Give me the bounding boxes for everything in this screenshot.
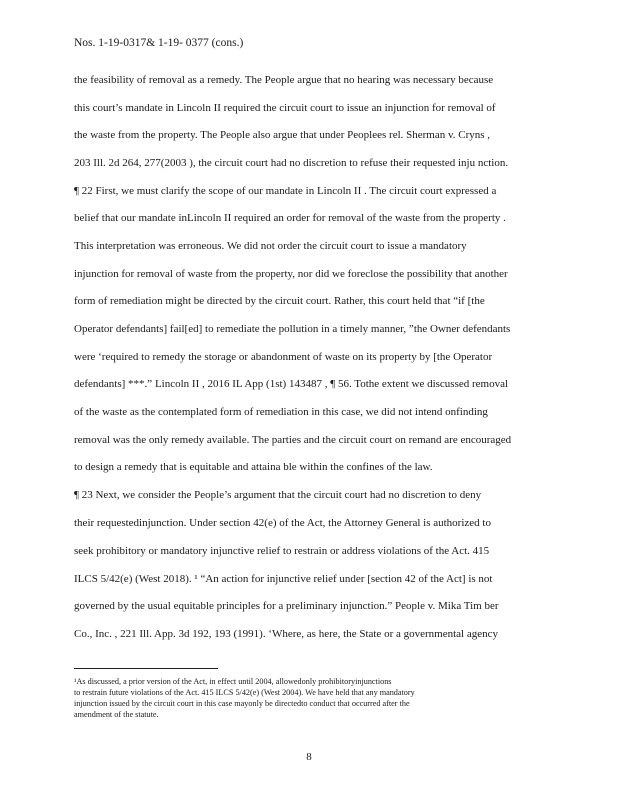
- body-line: were ‘required to remedy the storage or abandonment of waste on its property by [the Operator: [74, 351, 493, 363]
- footnote-line: amendment of the statute.: [74, 710, 159, 719]
- body-line: removal was the only remedy available. The parties and the circuit court on remand are encouraged: [74, 434, 512, 446]
- body-line: form of remediation might be directed by the circuit court. Rather, this court held that “if [the: [74, 295, 485, 307]
- body-line: to design a remedy that is equitable and attaina ble within the confines of the law.: [74, 461, 433, 473]
- case-number-header: Nos. 1-19-0317& 1-19- 0377 (cons.): [74, 37, 244, 49]
- body-line: ¶ 22 First, we must clarify the scope of our mandate in Lincoln II . The circuit court expressed a: [74, 185, 497, 197]
- body-line: the waste from the property. The People also argue that under Peoplees rel. Sherman v. Cryns ,: [74, 129, 491, 141]
- body-line: governed by the usual equitable principles for a preliminary injunction.” People v. Mika Tim ber: [74, 600, 499, 612]
- body-line: their requestedinjunction. Under section 42(e) of the Act, the Attorney General is authorized to: [74, 517, 491, 529]
- body-line: Co., Inc. , 221 Ill. App. 3d 192, 193 (1991). ‘Where, as here, the State or a governmental agency: [74, 628, 498, 640]
- footnote-line: injunction issued by the circuit court in this case mayonly be directedto conduct that occurred after the: [74, 699, 410, 708]
- body-line: injunction for removal of waste from the property, nor did we foreclose the possibility that another: [74, 268, 508, 280]
- footnote-line: ¹As discussed, a prior version of the Act, in effect until 2004, allowedonly prohibitoryinjunctions: [74, 677, 392, 686]
- body-line: 203 Ill. 2d 264, 277(2003 ), the circuit court had no discretion to refuse their requested inju nction.: [74, 157, 509, 169]
- body-line: the feasibility of removal as a remedy. The People argue that no hearing was necessary because: [74, 74, 494, 86]
- body-line: This interpretation was erroneous. We did not order the circuit court to issue a mandatory: [74, 240, 467, 252]
- footnote-divider: [74, 668, 218, 669]
- footnote-line: to restrain future violations of the Act. 415 ILCS 5/42(e) (West 2004). We have held that any mandatory: [74, 688, 415, 697]
- page-number: 8: [306, 751, 312, 763]
- body-line: ¶ 23 Next, we consider the People’s argument that the circuit court had no discretion to deny: [74, 489, 482, 501]
- body-line: seek prohibitory or mandatory injunctive relief to restrain or address violations of the Act. 415: [74, 545, 490, 557]
- body-line: ILCS 5/42(e) (West 2018). ¹ “An action for injunctive relief under [section 42 of the Act] is not: [74, 573, 493, 585]
- body-line: Operator defendants] fail[ed] to remediate the pollution in a timely manner, ”the Owner defendants: [74, 323, 511, 335]
- body-line: belief that our mandate inLincoln II required an order for removal of the waste from the property .: [74, 212, 506, 224]
- body-line: defendants] ***.” Lincoln II , 2016 IL App (1st) 143487 , ¶ 56. Tothe extent we discussed removal: [74, 378, 509, 390]
- body-line: this court’s mandate in Lincoln II required the circuit court to issue an injunction for removal of: [74, 102, 496, 114]
- body-line: of the waste as the contemplated form of remediation in this case, we did not intend onfinding: [74, 406, 488, 418]
